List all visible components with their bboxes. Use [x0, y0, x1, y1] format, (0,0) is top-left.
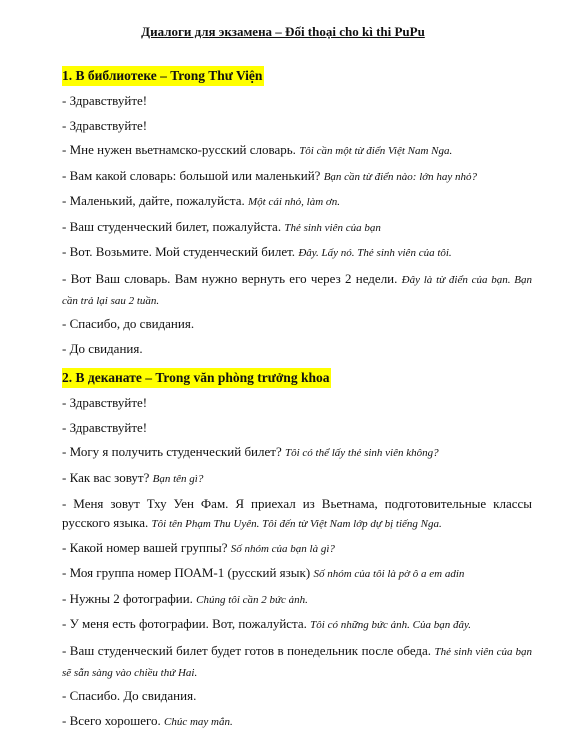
russian-text: - Вот. Возьмите. Мой студенческий билет.	[62, 244, 299, 259]
russian-text: - Нужны 2 фотографии.	[62, 590, 197, 606]
russian-text: - Моя группа номер ПОАМ-1 (русский язык)	[62, 565, 314, 580]
vietnamese-translation: Đây. Lấy nó. Thẻ sinh viên của tôi.	[298, 247, 452, 259]
dialogue-line	[62, 539, 532, 558]
vietnamese-translation: Số nhóm của bạn là gì?	[230, 542, 335, 555]
dialogue-line	[62, 590, 532, 609]
vietnamese-translation: Tôi có thể lấy thẻ sinh viên không?	[284, 447, 439, 459]
dialogue-line	[62, 269, 532, 311]
dialogue-line	[62, 712, 532, 731]
dialogue-line	[62, 340, 532, 358]
russian-text: - Как вас зовут?	[62, 469, 153, 485]
russian-text: - Здравствуйте!	[62, 395, 148, 410]
russian-text: - Меня зовут Тху Уен Фам. Я приехал из Вьетнама, подготовительные классы русского языка.	[62, 496, 532, 530]
document-body	[62, 66, 532, 737]
vietnamese-translation: Tôi tên Phạm Thu Uyên. Tôi đến từ Việt Nam lớp dự bị tiếng Nga.	[151, 518, 442, 530]
dialogue-line	[62, 469, 532, 488]
section-heading-library: 1. В библиотеке – Trong Thư Viện	[62, 66, 264, 86]
russian-text: - Маленький, дайте, пожалуйста.	[62, 193, 249, 208]
russian-text: - Всего хорошего.	[62, 712, 165, 728]
dialogue-line	[62, 641, 532, 683]
vietnamese-translation: Chúc may mắn.	[164, 715, 233, 728]
vietnamese-translation: Bạn tên gì?	[152, 472, 204, 485]
dialogue-line	[62, 494, 532, 534]
russian-text: - Какой номер вашей группы?	[62, 539, 231, 555]
dialogue-line	[62, 419, 532, 437]
dialogue-line	[62, 192, 532, 211]
dialogue-line	[62, 117, 532, 135]
vietnamese-translation: Số nhóm của tôi là pờ ô a em adin	[313, 568, 465, 580]
dialogue-line	[62, 243, 532, 262]
dialogue-line	[62, 394, 532, 412]
russian-text: - Вам какой словарь: большой или маленький?	[62, 167, 324, 183]
russian-text: - До свидания.	[62, 340, 143, 356]
russian-text: - Мне нужен вьетнамско-русский словарь.	[62, 142, 300, 157]
dialogue-line	[62, 615, 532, 634]
russian-text: - Ваш студенческий билет, пожалуйста.	[62, 218, 285, 234]
dialogue-library	[62, 92, 532, 358]
vietnamese-translation: Một cái nhỏ, làm ơn.	[248, 196, 341, 208]
vietnamese-translation: Thẻ sinh viên của bạn	[284, 221, 381, 234]
vietnamese-translation: Bạn cần từ điển nào: lớn hay nhỏ?	[323, 170, 478, 183]
russian-text: - Здравствуйте!	[62, 117, 148, 133]
russian-text: - Спасибо. До свидания.	[62, 688, 197, 703]
dialogue-line	[62, 167, 532, 186]
vietnamese-translation: Đây là từ điển của bạn. Bạn cần trả lại sau 2 tuần.	[62, 273, 532, 307]
vietnamese-translation: Tôi cần một từ điển Việt Nam Nga.	[299, 145, 453, 157]
vietnamese-translation: Thẻ sinh viên của bạn sẽ sẵn sàng vào chiều thứ Hai.	[62, 645, 532, 679]
russian-text: - Вот Ваш словарь. Вам нужно вернуть его через 2 недели.	[62, 270, 402, 286]
dialogue-line	[62, 564, 532, 583]
section-heading-deanery: 2. В деканате – Trong văn phòng trưởng khoa	[62, 368, 331, 388]
dialogue-line	[62, 218, 532, 237]
dialogue-line	[62, 687, 532, 705]
russian-text: - Спасибо, до свидания.	[62, 316, 195, 331]
document-title: Диалоги для экзамена – Đối thoại cho kì thi PuPu	[141, 24, 425, 39]
dialogue-line	[62, 141, 532, 160]
vietnamese-translation: Tôi có những bức ảnh. Của bạn đây.	[310, 619, 471, 631]
russian-text: - Здравствуйте!	[62, 419, 148, 435]
vietnamese-translation: Chúng tôi cần 2 bức ảnh.	[196, 593, 308, 606]
dialogue-line	[62, 92, 532, 110]
russian-text: - Могу я получить студенческий билет?	[62, 444, 285, 459]
russian-text: - Здравствуйте!	[62, 93, 148, 108]
russian-text: - У меня есть фотографии. Вот, пожалуйста.	[62, 616, 311, 631]
dialogue-deanery	[62, 394, 532, 731]
russian-text: - Ваш студенческий билет будет готов в понедельник после обеда.	[62, 642, 435, 658]
dialogue-line	[62, 315, 532, 333]
dialogue-line	[62, 443, 532, 462]
